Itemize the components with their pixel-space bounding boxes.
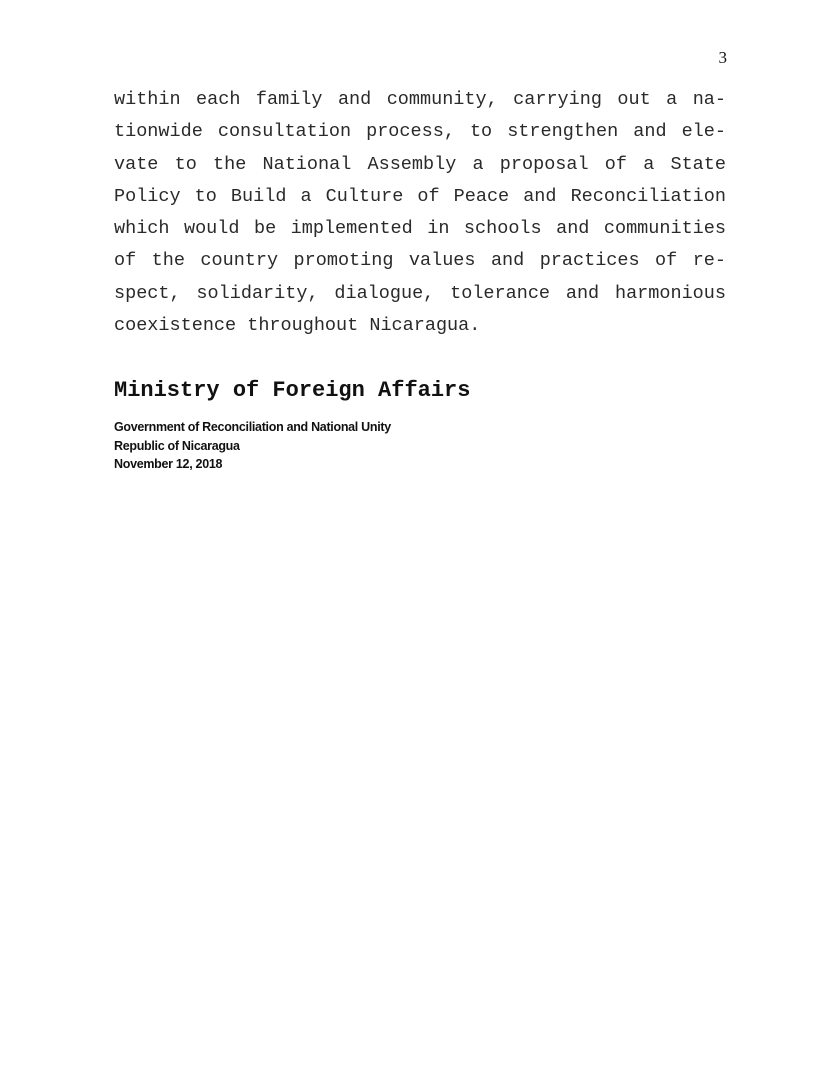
signature-block	[114, 418, 391, 474]
body-line: within each family and community, carrying out a na-	[114, 89, 726, 110]
body-line: tionwide consultation process, to strengthen and ele-	[114, 121, 726, 143]
body-paragraph	[114, 84, 729, 342]
document-date: November 12, 2018	[114, 457, 223, 471]
body-line: spect, solidarity, dialogue, tolerance and harmonious	[114, 282, 726, 304]
body-line: which would be implemented in schools and communities	[114, 218, 726, 240]
page-number: 3	[718, 48, 727, 67]
government-name: Government of Reconciliation and National Unity	[114, 420, 391, 434]
body-line: coexistence throughout Nicaragua.	[114, 315, 481, 337]
body-line: vate to the National Assembly a proposal of a State	[114, 153, 726, 175]
body-line: Policy to Build a Culture of Peace and Reconciliation	[114, 185, 726, 207]
ministry-title: Ministry of Foreign Affairs	[114, 378, 471, 403]
republic-name: Republic of Nicaragua	[114, 438, 240, 453]
body-line: of the country promoting values and practices of re-	[114, 250, 726, 272]
